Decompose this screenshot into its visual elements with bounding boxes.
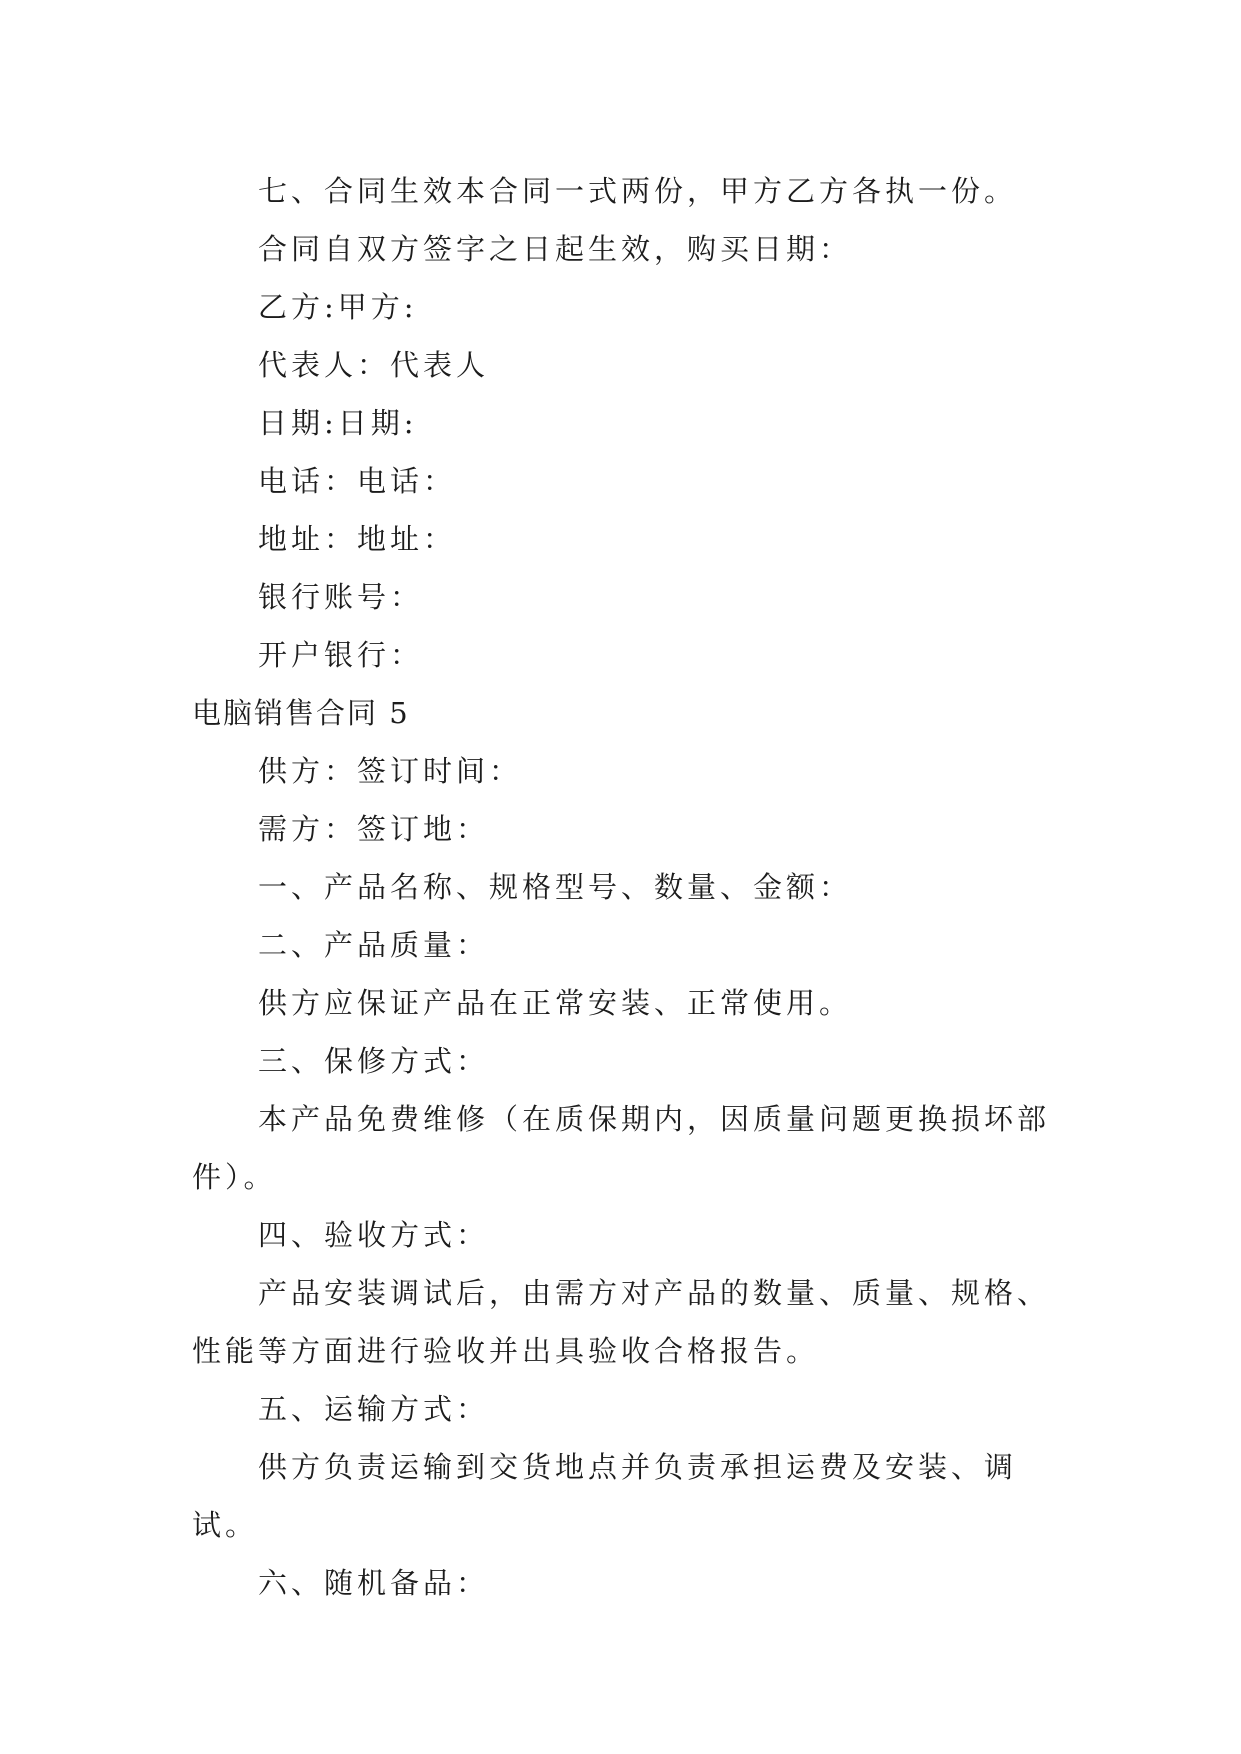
paragraph-representatives: 代表人：代表人 bbox=[258, 348, 490, 382]
clause-2-title: 二、产品质量： bbox=[258, 928, 490, 962]
paragraph-parties: 乙方:甲方: bbox=[258, 290, 418, 324]
clause-4-title: 四、验收方式： bbox=[258, 1218, 490, 1252]
clause-5-body: 供方负责运输到交货地点并负责承担运费及安装、调试。 bbox=[192, 1450, 1018, 1542]
document-body bbox=[192, 162, 1072, 1612]
paragraph-supplier: 供方：签订时间： bbox=[258, 754, 523, 788]
paragraph-buyer: 需方：签订地： bbox=[258, 812, 490, 846]
clause-5-title: 五、运输方式： bbox=[258, 1392, 490, 1426]
clause-6-title: 六、随机备品： bbox=[258, 1566, 490, 1600]
paragraph-dates: 日期:日期: bbox=[258, 406, 418, 440]
paragraph-addresses: 地址：地址： bbox=[258, 522, 457, 556]
paragraph-bank-name: 开户银行： bbox=[258, 638, 424, 672]
paragraph-phones: 电话：电话： bbox=[258, 464, 457, 498]
clause-4-body: 产品安装调试后，由需方对产品的数量、质量、规格、性能等方面进行验收并出具验收合格报告。 bbox=[192, 1276, 1051, 1368]
clause-2-body: 供方应保证产品在正常安装、正常使用。 bbox=[258, 986, 853, 1020]
paragraph-bank-account: 银行账号： bbox=[258, 580, 424, 614]
paragraph-effective-date: 合同自双方签字之日起生效，购买日期： bbox=[258, 232, 853, 266]
clause-1-title: 一、产品名称、规格型号、数量、金额： bbox=[258, 870, 853, 904]
paragraph-effectiveness: 七、合同生效本合同一式两份，甲方乙方各执一份。 bbox=[258, 174, 1018, 208]
clause-3-body: 本产品免费维修（在质保期内，因质量问题更换损坏部件）。 bbox=[192, 1102, 1051, 1194]
section-heading: 电脑销售合同 5 bbox=[192, 696, 410, 730]
clause-3-title: 三、保修方式： bbox=[258, 1044, 490, 1078]
